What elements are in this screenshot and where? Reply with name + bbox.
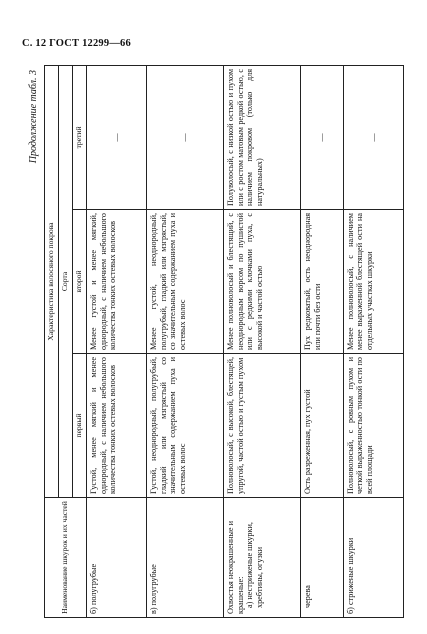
cell-third: — xyxy=(146,66,223,210)
cell-second: Менее полноволосый и блестящий, с неоднородным ворсом по пушистой или с редкими клочками пуха, с высокой и частой остью xyxy=(223,210,300,354)
cell-second: Менее густой и менее мягкий, однородный, с наличием небольшого количества тонких остевых волосков xyxy=(87,210,147,354)
cell-second: Менее полноволосый, с наличием менее выраженной блестящей ости на отдельных участках шкурки xyxy=(343,210,403,354)
cell-third: Полуволосый, с низкой остью и пухом или с ростом матовым редкой остью, с наличием покровом (только для натуральных) xyxy=(223,66,300,210)
table-row xyxy=(300,66,343,618)
row-name-text: черева xyxy=(302,585,312,608)
row-name: а) нестриженые шкурки, хребтины, огузки xyxy=(245,522,264,608)
header-characteristics: Характеристика волосяного покрова xyxy=(45,66,59,498)
cell-third: — xyxy=(300,66,343,210)
row-name: б) стриженые шкурки xyxy=(343,498,403,618)
cell-first: Полноволосый, с высокой, блестящей, упругой, частой остью и густым пухом xyxy=(223,354,300,498)
row-name: б) полугрубые xyxy=(87,498,147,618)
table-row xyxy=(223,66,300,618)
row-group-heading: Охвостья неокрашенные и крашеные: xyxy=(225,521,245,614)
cell-third: — xyxy=(343,66,403,210)
cell-first: Ость разреженная, пух густой xyxy=(300,354,343,498)
cell-first: Полноволосый, с ровным пухом и четкой выраженностью тонкой ости по всей площади xyxy=(343,354,403,498)
cell-first: Густой, менее мягкий и менее однородный, с наличием небольшого количества тонких остевых волосков xyxy=(87,354,147,498)
header-third: третий xyxy=(73,66,87,210)
rotated-table-block xyxy=(28,66,406,618)
row-name-group xyxy=(223,498,300,618)
cell-second: Менее густой, неоднородный, полугрубый, гладкий или мзгрястый, со значительным содержанием пуха и остевых волос xyxy=(146,210,223,354)
fur-characteristics-table xyxy=(44,65,404,618)
header-first: первый xyxy=(73,354,87,498)
cell-first: Густой, неоднородный, полугрубый, гладкий или мзгрястый со значительным содержанием пуха и остевых волос xyxy=(146,354,223,498)
header-second: второй xyxy=(73,210,87,354)
table-row xyxy=(146,66,223,618)
table-continuation-label: Продолжение табл. 3 xyxy=(28,70,39,164)
table-row xyxy=(87,66,147,618)
row-name: в) полугрубые xyxy=(146,498,223,618)
row-name xyxy=(300,498,343,618)
cell-third: — xyxy=(87,66,147,210)
header-sorts: Сорта xyxy=(59,66,73,498)
table-row xyxy=(343,66,403,618)
header-name: Наименование шкурок и их частей xyxy=(45,498,87,618)
cell-second: Пух редковатый, ость неоднородная или почти без ости xyxy=(300,210,343,354)
page-header: С. 12 ГОСТ 12299—66 xyxy=(22,38,131,49)
